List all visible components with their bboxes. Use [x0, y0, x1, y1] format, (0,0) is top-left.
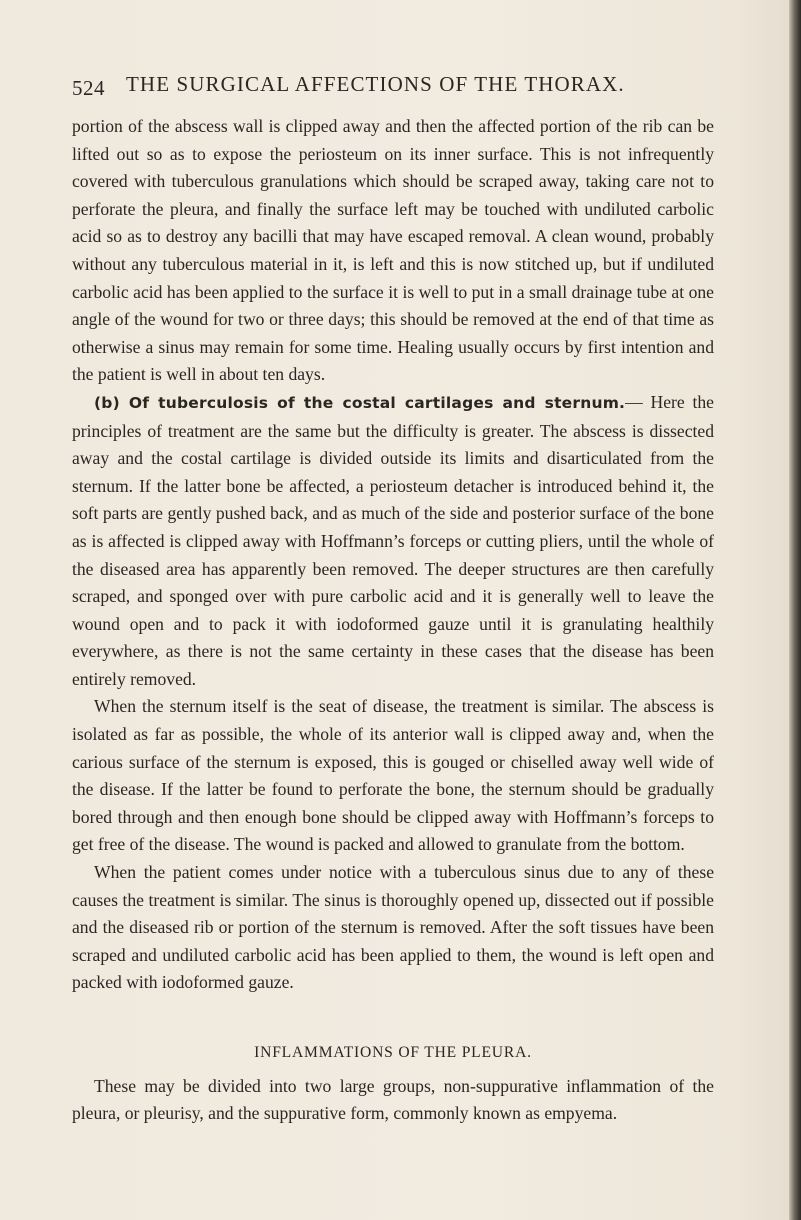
page-header [72, 70, 772, 110]
paragraph: When the patient comes under notice with a tuberculous sinus due to any of these causes the treatment is similar. The sinus is thoroughly opened up, dissected out if possible and the diseased rib or portion of the sternum is removed. After the soft tissues have been scraped and undiluted carbolic acid has been applied to them, the wound is left open and packed with iodoformed gauze. [72, 862, 714, 993]
page-number: 524 [72, 76, 105, 100]
sub-heading: (b) Of tuberculosis of the costal cartilages and sternum. [94, 393, 626, 412]
page-edge-shadow [789, 0, 801, 1220]
running-head: THE SURGICAL AFFECTIONS OF THE THORAX. [126, 72, 625, 96]
paragraph: portion of the abscess wall is clipped away and then the affected portion of the rib can be lifted out so as to expose the periosteum on its inner surface. This is not infrequently covered with tuberculous granulations which should be scraped away, taking care not to perforate the pleura, and finally the surface left may be touched with undiluted carbolic acid so as to destroy any bacilli that may have escaped removal. A clean wound, probably without any tuberculous material in it, is left and this is now stitched up, but if undiluted carbolic acid has been applied to the surface it is well to put in a small drainage tube at one angle of the wound for two or three days; this should be removed at the end of that time as otherwise a sinus may remain for some time. Healing usually occurs by first intention and the patient is well in about ten days. [72, 116, 714, 385]
section-title: INFLAMMATIONS OF THE PLEURA. [254, 1044, 532, 1061]
paragraph: When the sternum itself is the seat of disease, the treatment is similar. The abscess is isolated as far as possible, the whole of its anterior wall is clipped away and, when the carious surface of the sternum is exposed, this is gouged or chiselled away well wide of the disease. If the latter be found to perforate the bone, the sternum should be gradually bored through and then enough bone should be clipped away with Hoffmann’s forceps to get free of the disease. The wound is packed and allowed to granulate from the bottom. [72, 696, 714, 855]
paragraph: These may be divided into two large groups, non-suppurative inflammation of the pleura, or pleurisy, and the suppurative form, commonly known as empyema. [72, 1075, 714, 1124]
paragraph [72, 389, 714, 694]
paragraph-text: — Here the principles of treatment are the same but the difficulty is greater. The abscess is dissected away and the costal cartilage is divided outside its limits and disarticulated from the sternum. If the latter bone be affected, a periosteum detacher is introduced behind it, the soft parts are gently pushed back, and as much of the side and posterior surface of the bone as is affected is clipped away with Hoffmann’s forceps or cutting pliers, until the whole of the diseased area has apparently been removed. The deeper structures are then carefully scraped, and sponged over with pure carbolic acid and it is generally well to leave the wound open and to pack it with iodoformed gauze until it is granulating healthily everywhere, as there is not the same certainty in these cases that the disease has been entirely removed. [72, 391, 714, 689]
body-text [72, 113, 714, 1128]
